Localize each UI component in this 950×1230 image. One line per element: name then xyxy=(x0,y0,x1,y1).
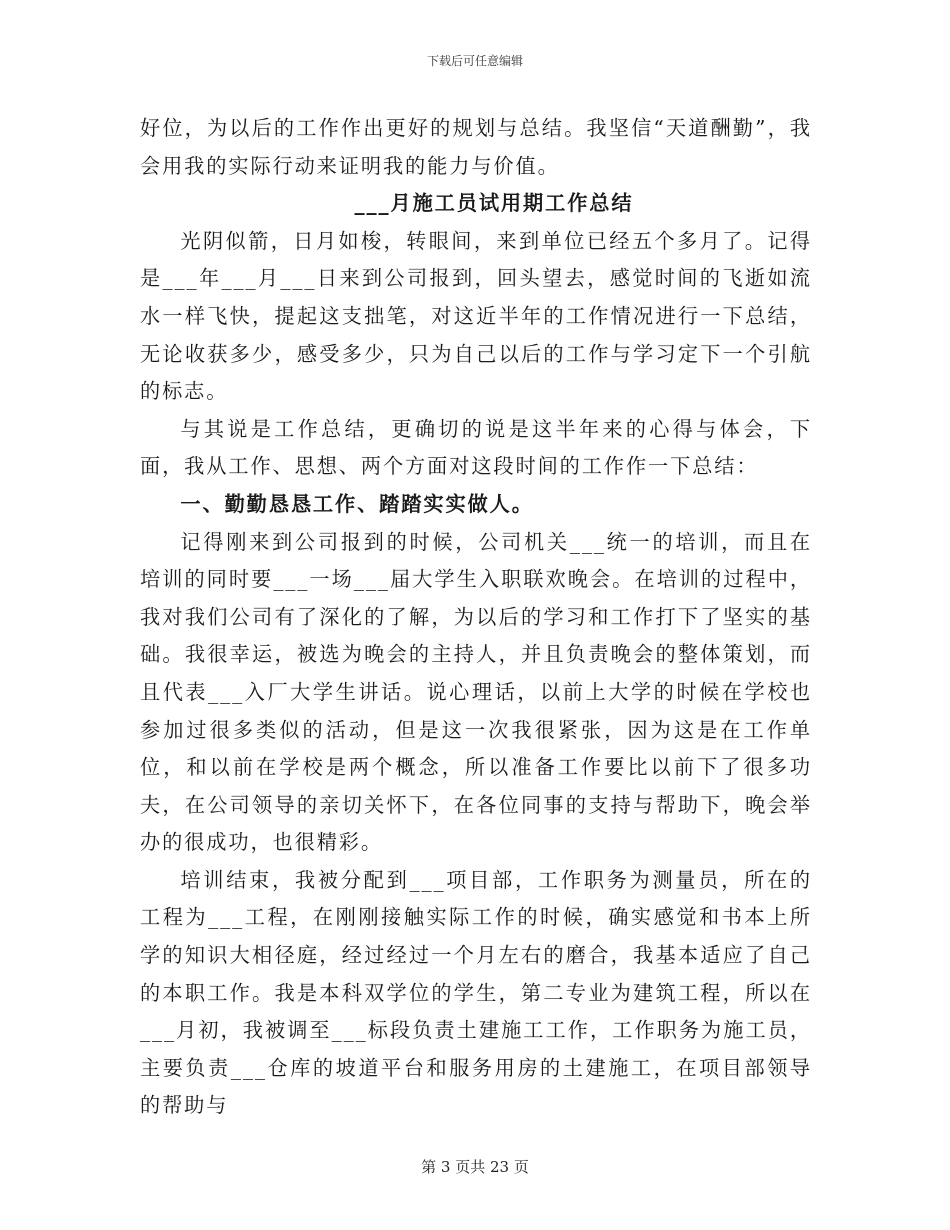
document-title: ___月施工员试用期工作总结 xyxy=(354,191,634,216)
section-heading: 一、勤勤恳恳工作、踏踏实实做人。 xyxy=(180,491,534,516)
carryover-paragraph: 好位，为以后的工作作出更好的规划与总结。我坚信“天道酬勤”，我会用我的实际行动来证明我的能力与价值。 xyxy=(140,116,812,178)
training-paragraph: 记得刚来到公司报到的时候，公司机关___统一的培训，而且在培训的同时要___一场___届大学生入职联欢晚会。在培训的过程中，我对我们公司有了深化的了解，为以后的学习和工作打下了坚实的基础。我很幸运，被选为晚会的主持人，并且负责晚会的整体策划，而且代表___入厂大学生讲话。说心理话，以前上大学的时候在学校也参加过很多类似的活动，但是这一次我很紧张，因为这是在工作单位，和以前在学校是两个概念，所以准备工作要比以前下了很多功夫，在公司领导的亲切关怀下，在各位同事的支持与帮助下，晚会举办的很成功，也很精彩。 xyxy=(140,529,812,855)
assignment-paragraph: 培训结束，我被分配到___项目部，工作职务为测量员，所在的工程为___工程，在刚刚接触实际工作的时候，确实感觉和书本上所学的知识大相径庭，经过经过一个月左右的磨合，我基本适应了自己的本职工作。我是本科双学位的学生，第二专业为建筑工程，所以在___月初，我被调至___标段负责土建施工工作，工作职务为施工员，主要负责___仓库的坡道平台和服务用房的土建施工，在项目部领导的帮助与 xyxy=(140,867,812,1118)
page-header: 下载后可任意编辑 xyxy=(426,54,523,68)
page-number: 第 3 页共 23 页 xyxy=(421,1158,529,1176)
summary-intro-paragraph: 与其说是工作总结，更确切的说是这半年来的心得与体会，下面，我从工作、思想、两个方面对这段时间的工作作一下总结： xyxy=(140,416,812,479)
intro-paragraph: 光阴似箭，日月如梭，转眼间，来到单位已经五个多月了。记得是___年___月___日来到公司报到，回头望去，感觉时间的飞逝如流水一样飞快，提起这支拙笔，对这近半年的工作情况进行一下总结，无论收获多少，感受多少，只为自己以后的工作与学习定下一个引航的标志。 xyxy=(140,228,812,404)
document-body xyxy=(140,110,812,1125)
